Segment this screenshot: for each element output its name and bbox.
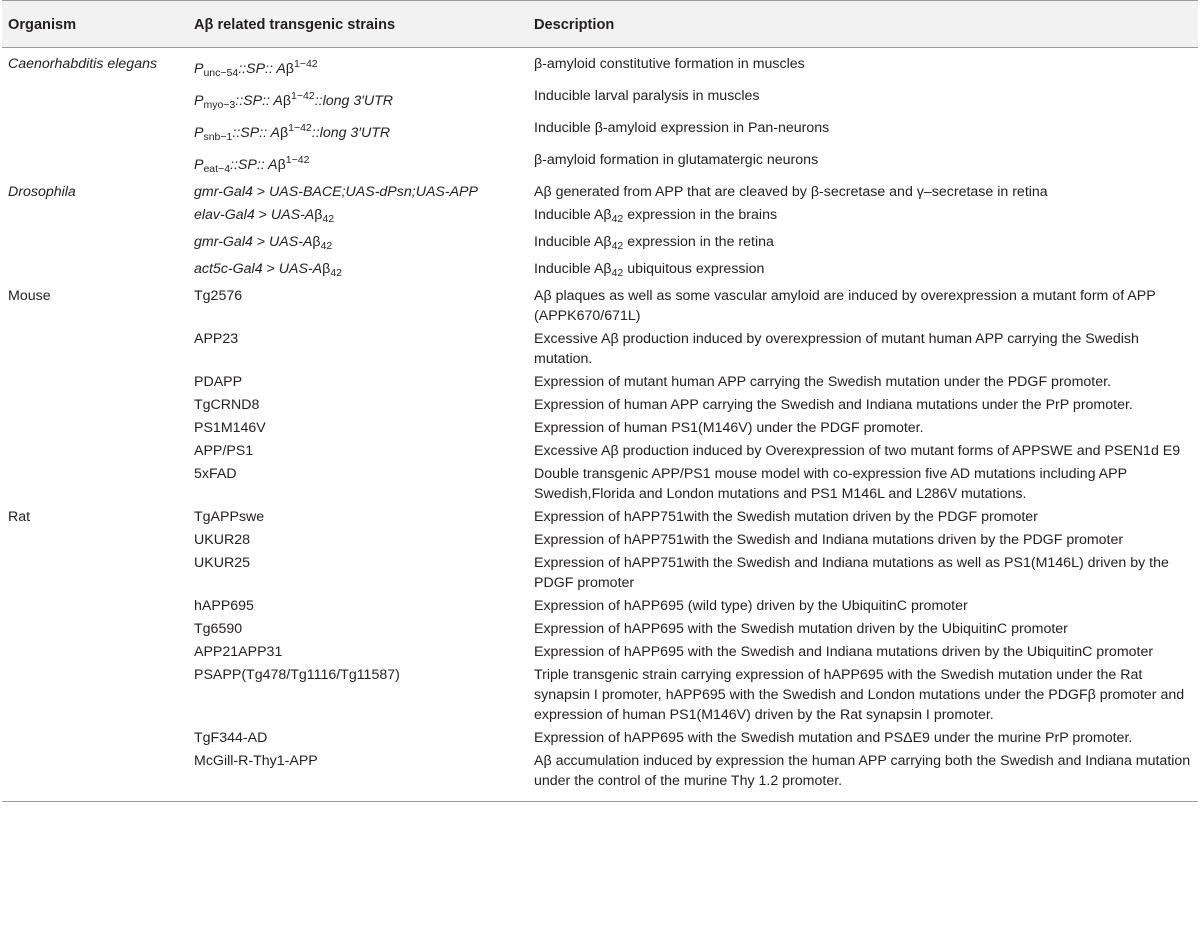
organism-cell: Rat: [8, 509, 31, 525]
strain-cell: $P_{myo-3}::SP$:: $A\beta^{1-42}::long$ 3′UTR: [194, 90, 394, 111]
description-cell: Excessive Aβ production induced by overexpression of mutant human APP carrying the Swedish mutation.: [534, 331, 1139, 367]
description-cell: Inducible $A\beta_{42}$ expression in the brains: [534, 207, 778, 225]
description-cell: Expression of hAPP751with the Swedish mutation driven by the PDGF promoter: [534, 509, 1038, 525]
description-cell: β-amyloid constitutive formation in muscles: [534, 56, 805, 72]
organism-cell: Drosophila: [8, 184, 76, 200]
strain-cell: PS1M146V: [194, 420, 266, 436]
description-cell: Expression of mutant human APP carrying the Swedish mutation under the PDGF promoter.: [534, 374, 1111, 390]
organism-cell: [2, 117, 188, 149]
organism-cell: [2, 394, 188, 417]
description-cell: Aβ plaques as well as some vascular amyloid are induced by overexpression a mutant form of APP (APPK670/671L): [534, 288, 1156, 324]
table-header: [2, 1, 1198, 48]
table-row: [2, 149, 1198, 181]
table-row: [2, 641, 1198, 664]
description-cell: Aβ accumulation induced by expression the human APP carrying both the Swedish and Indiana mutation under the control of the murine Thy 1.2 promoter.: [534, 753, 1191, 789]
strain-cell: UKUR25: [194, 555, 250, 571]
organism-cell: [2, 258, 188, 285]
table-row: [2, 595, 1198, 618]
organism-cell: [2, 750, 188, 802]
strain-cell: APP23: [194, 331, 239, 347]
description-cell: Excessive Aβ production induced by Overexpression of two mutant forms of APPSWE and PSEN1d E9: [534, 443, 1181, 459]
table-row: [2, 463, 1198, 506]
table-row: [2, 48, 1198, 86]
organism-cell: Caenorhabditis elegans: [8, 56, 158, 72]
strain-cell: $P_{eat-4}::SP$:: $A\beta^{1-42}$: [194, 154, 310, 175]
table-row: [2, 328, 1198, 371]
table-row: [2, 181, 1198, 204]
description-cell: Double transgenic APP/PS1 mouse model with co-expression five AD mutations including APP Swedish,Florida and London mutations and PS1 M146L and L286V mutations.: [534, 466, 1127, 502]
description-cell: Inducible $A\beta_{42}$ ubiquitous expression: [534, 261, 765, 279]
organism-cell: [2, 231, 188, 258]
header-organism: Organism: [2, 1, 188, 48]
strain-cell: UKUR28: [194, 532, 250, 548]
description-cell: β-amyloid formation in glutamatergic neurons: [534, 152, 819, 168]
table-body: [2, 48, 1198, 802]
organism-cell: [2, 552, 188, 595]
description-cell: Aβ generated from APP that are cleaved by β-secretase and γ–secretase in retina: [534, 184, 1048, 200]
header-row: [2, 1, 1198, 48]
organism-cell: [2, 618, 188, 641]
table-row: [2, 285, 1198, 328]
strain-cell: Tg2576: [194, 288, 243, 304]
table-row: [2, 618, 1198, 641]
table-row: [2, 258, 1198, 285]
description-cell: Inducible larval paralysis in muscles: [534, 88, 760, 104]
organism-cell: [2, 595, 188, 618]
organism-cell: [2, 204, 188, 231]
table-row: [2, 231, 1198, 258]
table-row: [2, 506, 1198, 529]
table-row: [2, 394, 1198, 417]
description-cell: Expression of human PS1(M146V) under the PDGF promoter.: [534, 420, 924, 436]
organism-cell: [2, 85, 188, 117]
description-cell: Expression of hAPP751with the Swedish and Indiana mutations driven by the PDGF promoter: [534, 532, 1124, 548]
strain-cell: PSAPP(Tg478/Tg1116/Tg11587): [194, 667, 400, 683]
organism-cell: [2, 328, 188, 371]
strain-cell: hAPP695: [194, 598, 254, 614]
header-strains: Aβ related transgenic strains: [188, 1, 528, 48]
table-row: [2, 664, 1198, 727]
description-cell: Expression of hAPP695 with the Swedish mutation and PSΔE9 under the murine PrP promoter.: [534, 730, 1133, 746]
strain-cell: gmr-Gal4 > UAS-BACE;UAS-dPsn;UAS-APP: [194, 184, 478, 200]
strain-cell: TgAPPswe: [194, 509, 265, 525]
description-cell: Expression of human APP carrying the Swedish and Indiana mutations under the PrP promoter.: [534, 397, 1133, 413]
description-cell: Inducible β-amyloid expression in Pan-neurons: [534, 120, 830, 136]
description-cell: Expression of hAPP695 with the Swedish and Indiana mutations driven by the UbiquitinC promoter: [534, 644, 1154, 660]
strain-cell: gmr-Gal4 > UAS-$A\beta_{42}$: [194, 234, 333, 252]
organism-cell: [2, 641, 188, 664]
strain-cell: $P_{snb-1}::SP$:: $A\beta^{1-42}::long$ 3′UTR: [194, 122, 391, 143]
organism-cell: [2, 371, 188, 394]
description-cell: Triple transgenic strain carrying expression of hAPP695 with the Swedish mutation under the Rat synapsin I promoter, hAPP695 with the Swedish and London mutations under the PDGFβ promoter and expression of human PS1(M146V) driven by the Rat synapsin I promoter.: [534, 667, 1185, 723]
table-row: [2, 529, 1198, 552]
organism-cell: [2, 463, 188, 506]
strain-cell: PDAPP: [194, 374, 243, 390]
table-row: [2, 750, 1198, 802]
strain-cell: TgCRND8: [194, 397, 260, 413]
strain-cell: Tg6590: [194, 621, 243, 637]
organism-cell: [2, 529, 188, 552]
table-row: [2, 552, 1198, 595]
strain-cell: act5c-Gal4 > UAS-$A\beta_{42}$: [194, 261, 343, 279]
organism-cell: [2, 149, 188, 181]
organism-cell: Mouse: [8, 288, 51, 304]
strain-cell: $P_{unc-54}::SP$:: $A\beta^{1-42}$: [194, 58, 318, 79]
table-row: [2, 117, 1198, 149]
table-row: [2, 204, 1198, 231]
table-row: [2, 417, 1198, 440]
strain-cell: elav-Gal4 > UAS-$A\beta_{42}$: [194, 207, 335, 225]
strain-cell: McGill-R-Thy1-APP: [194, 753, 318, 769]
description-cell: Expression of hAPP695 with the Swedish mutation driven by the UbiquitinC promoter: [534, 621, 1068, 637]
description-cell: Inducible $A\beta_{42}$ expression in the retina: [534, 234, 774, 252]
organism-cell: [2, 417, 188, 440]
strain-cell: APP21APP31: [194, 644, 283, 660]
table-row: [2, 727, 1198, 750]
header-description: Description: [528, 1, 1198, 48]
organism-cell: [2, 727, 188, 750]
table-row: [2, 371, 1198, 394]
organism-cell: [2, 440, 188, 463]
organism-cell: [2, 664, 188, 727]
strain-cell: APP/PS1: [194, 443, 254, 459]
table-row: [2, 440, 1198, 463]
description-cell: Expression of hAPP695 (wild type) driven by the UbiquitinC promoter: [534, 598, 968, 614]
strain-cell: 5xFAD: [194, 466, 237, 482]
strain-cell: TgF344-AD: [194, 730, 268, 746]
table-row: [2, 85, 1198, 117]
transgenic-strains-table: [2, 0, 1198, 802]
description-cell: Expression of hAPP751with the Swedish and Indiana mutations as well as PS1(M146L) driven by the PDGF promoter: [534, 555, 1169, 591]
